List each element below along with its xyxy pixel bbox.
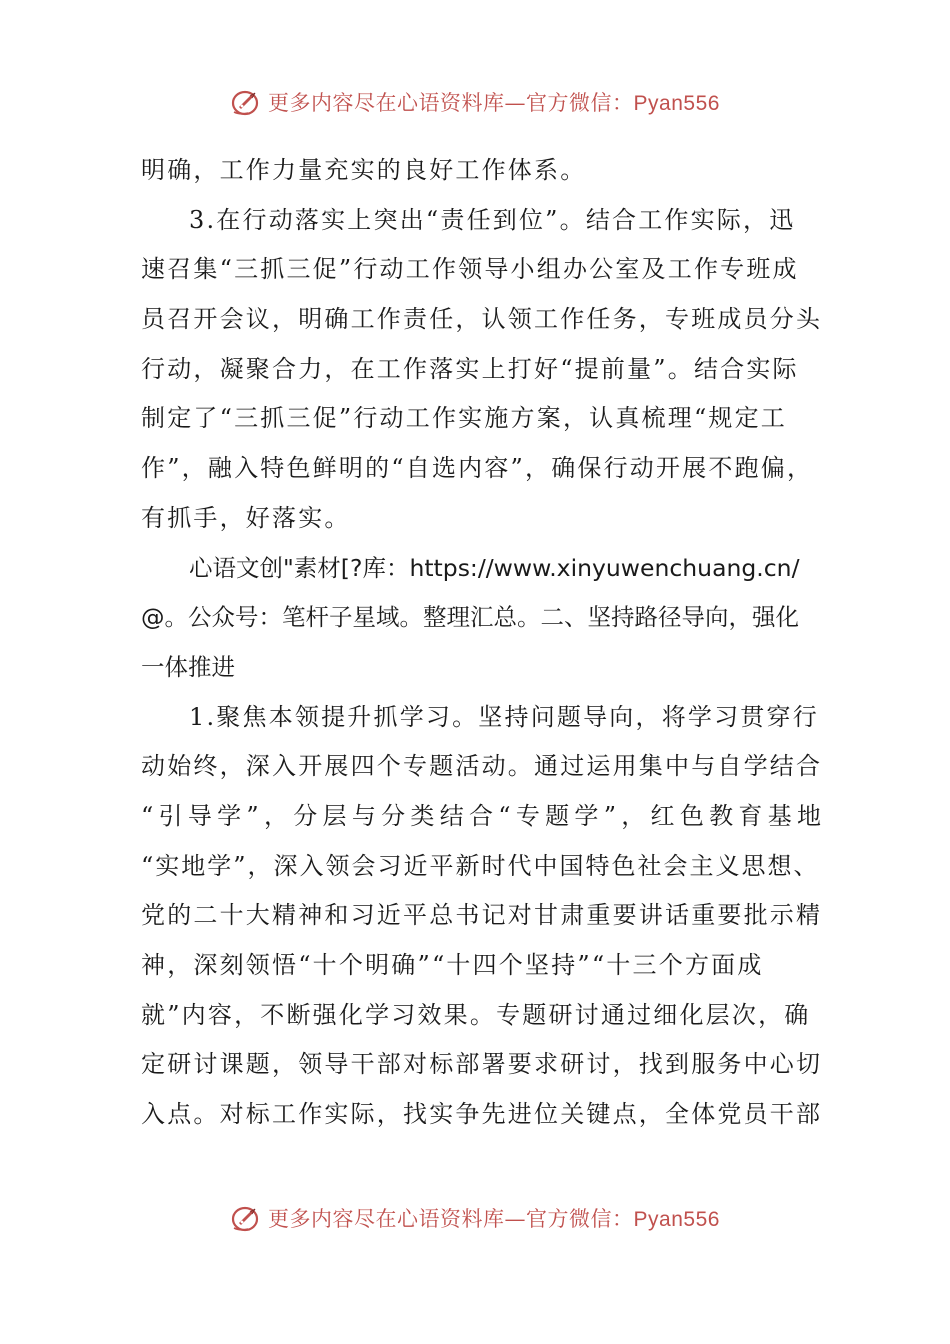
text-line: 行动，凝聚合力，在工作落实上打好“提前量”。结合实际 — [141, 354, 799, 383]
banner-text: 更多内容尽在心语资料库—官方微信：Pyan556 — [268, 91, 720, 115]
text-line: 就”内容，不断强化学习效果。专题研讨通过细化层次，确 — [141, 1000, 811, 1029]
banner-text: 更多内容尽在心语资料库—官方微信：Pyan556 — [268, 1207, 720, 1231]
document-body — [141, 146, 821, 1140]
text-line: 动始终，深入开展四个专题活动。通过运用集中与自学结合 — [141, 752, 823, 781]
text-line: 定研讨课题，领导干部对标部署要求研讨，找到服务中心切 — [141, 1050, 823, 1079]
text-line: 明确，工作力量充实的良好工作体系。 — [141, 156, 587, 184]
pen-nib-logo-icon — [230, 1201, 264, 1235]
header-banner — [0, 80, 950, 124]
text-line: 作”，融入特色鲜明的“自选内容”，确保行动开展不跑偏， — [141, 454, 814, 483]
text-line: “实地学”，深入领会习近平新时代中国特色社会主义思想、 — [141, 851, 820, 880]
text-line: 有抓手，好落实。 — [141, 503, 351, 532]
text-line: @。公众号：笔杆子星域。整理汇总。二、坚持路径导向，强化 — [141, 603, 799, 632]
text-line: 心语文创"素材[?库：https://www.xinyuwenchuang.cn/ — [189, 553, 800, 582]
text-line: 3.在行动落实上突出“责任到位”。结合工作实际，迅 — [189, 205, 796, 234]
text-line: “引导学”，分层与分类结合“专题学”，红色教育基地 — [141, 801, 821, 830]
text-line: 入点。对标工作实际，找实争先进位关键点，全体党员干部 — [141, 1100, 823, 1129]
text-line: 神，深刻领悟“十个明确”“十四个坚持”“十三个方面成 — [141, 951, 764, 979]
pen-nib-logo-icon — [230, 85, 264, 119]
text-line: 制定了“三抓三促”行动工作实施方案，认真梳理“规定工 — [141, 404, 788, 433]
text-line: 党的二十大精神和习近平总书记对甘肃重要讲话重要批示精 — [141, 901, 823, 930]
section-heading: 一体推进 — [141, 652, 235, 681]
text-line: 1.聚焦本领提升抓学习。坚持问题导向，将学习贯穿行 — [189, 702, 819, 731]
text-line: 速召集“三抓三促”行动工作领导小组办公室及工作专班成 — [141, 255, 799, 284]
footer-banner — [0, 1196, 950, 1240]
text-line: 员召开会议，明确工作责任，认领工作任务，专班成员分头 — [141, 305, 823, 334]
